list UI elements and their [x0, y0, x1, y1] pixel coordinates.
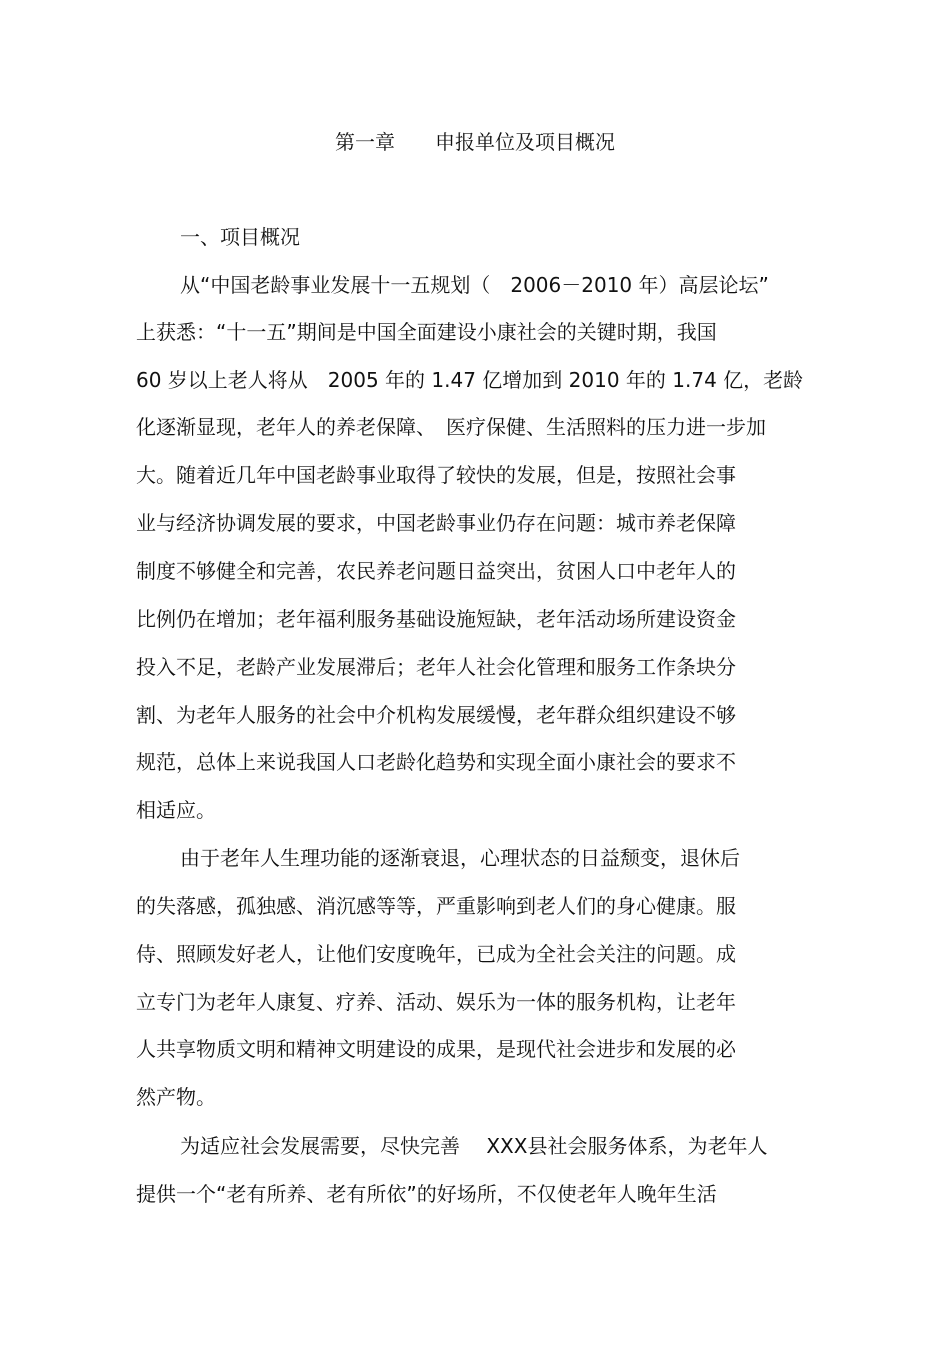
- paragraph-line: 从“中国老龄事业发展十一五规划（ 2006－2010 年）高层论坛”: [180, 273, 769, 297]
- paragraph-line: 为适应社会发展需要，尽快完善 XXX县社会服务体系，为老年人: [180, 1134, 768, 1158]
- paragraph-line: 60 岁以上老人将从 2005 年的 1.47 亿增加到 2010 年的 1.74 亿，老龄: [136, 368, 804, 392]
- paragraph-line: 制度不够健全和完善，农民养老问题日益突出，贫困人口中老年人的: [136, 559, 736, 583]
- paragraph-line: 侍、照顾发好老人，让他们安度晚年，已成为全社会关注的问题。成: [136, 942, 736, 966]
- chapter-title: 第一章 申报单位及项目概况: [335, 130, 615, 154]
- paragraph-line: 投入不足，老龄产业发展滞后；老年人社会化管理和服务工作条块分: [136, 655, 736, 679]
- paragraph-line: 的失落感，孤独感、消沉感等等，严重影响到老人们的身心健康。服: [136, 894, 736, 918]
- paragraph-line: 立专门为老年人康复、疗养、活动、娱乐为一体的服务机构，让老年: [136, 990, 736, 1014]
- paragraph-line: 提供一个“老有所养、老有所依”的好场所，不仅使老年人晚年生活: [136, 1182, 717, 1206]
- paragraph-line: 化逐渐显现，老年人的养老保障、 医疗保健、生活照料的压力进一步加: [136, 415, 766, 439]
- paragraph-line: 规范，总体上来说我国人口老龄化趋势和实现全面小康社会的要求不: [136, 750, 736, 774]
- paragraph-line: 人共享物质文明和精神文明建设的成果，是现代社会进步和发展的必: [136, 1037, 736, 1061]
- paragraph-line: 大。随着近几年中国老龄事业取得了较快的发展，但是，按照社会事: [136, 463, 736, 487]
- paragraph-line: 由于老年人生理功能的逐渐衰退，心理状态的日益颓变，退休后: [180, 846, 740, 870]
- paragraph-line: 相适应。: [136, 798, 216, 822]
- paragraph-line: 然产物。: [136, 1085, 216, 1109]
- paragraph-line: 上获悉：“十一五”期间是中国全面建设小康社会的关键时期，我国: [136, 320, 717, 344]
- section-heading: 一、项目概况: [180, 225, 300, 249]
- paragraph-line: 比例仍在增加；老年福利服务基础设施短缺，老年活动场所建设资金: [136, 607, 736, 631]
- paragraph-line: 割、为老年人服务的社会中介机构发展缓慢，老年群众组织建设不够: [136, 703, 736, 727]
- paragraph-line: 业与经济协调发展的要求，中国老龄事业仍存在问题：城市养老保障: [136, 511, 736, 535]
